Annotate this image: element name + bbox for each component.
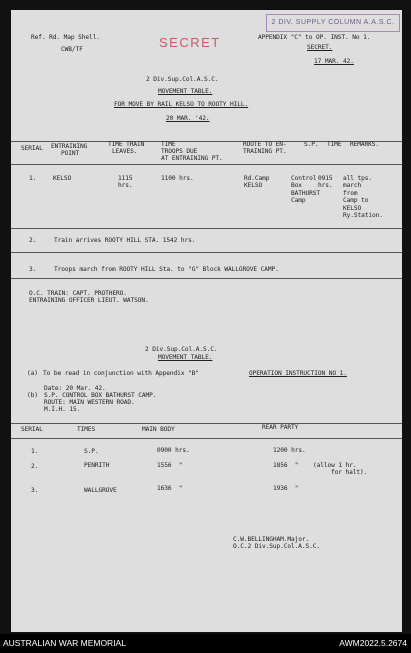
t1-header-point: POINT xyxy=(61,150,80,157)
item3-text: Troops march from ROOTY HILL Sta. to "G" Block WALLGROVE CAMP. xyxy=(54,266,279,273)
ref-line: Ref. Rd. Map Shell. xyxy=(31,34,100,41)
t2-row3-serial: 3. xyxy=(31,487,39,494)
section2-b-label: (b) xyxy=(27,392,38,399)
t2-row2-note2: for halt). xyxy=(331,469,368,476)
t2-row1-main: 0900 hrs. xyxy=(157,447,190,454)
section1-subtitle: FOR MOVE BY RAIL KELSO TO ROOTY HILL. xyxy=(114,101,249,108)
t1-header-sp: S.P. xyxy=(304,141,319,148)
table1-top-rule xyxy=(11,141,402,142)
appendix-ref: APPENDIX "C" to OP. INST. No 1. xyxy=(258,34,371,41)
t1-row-serial: 1. xyxy=(29,175,37,182)
t2-header-times: TIMES xyxy=(77,426,96,433)
t1-row-time2: hrs. xyxy=(318,182,333,189)
t2-row1-rear: 1200 hrs. xyxy=(273,447,306,454)
section2-route: ROUTE: MAIN WESTERN ROAD. xyxy=(44,399,135,406)
table2-header-rule xyxy=(11,438,402,439)
row2-rule xyxy=(11,252,402,253)
section1-title: MOVEMENT TABLE. xyxy=(158,88,213,95)
t2-row3-place: WALLGROVE xyxy=(84,487,117,494)
t2-row2-rear: 1856 " xyxy=(273,462,299,469)
signature-name: C.W.BELLINGHAM.Major. xyxy=(233,536,310,543)
archive-footer xyxy=(0,634,411,653)
t1-row-route1: Rd.Camp xyxy=(244,175,270,182)
item2-number: 2. xyxy=(29,237,37,244)
t1-row-time1: 0915 xyxy=(318,175,333,182)
t1-header-time: TIME xyxy=(161,141,176,148)
t2-row2-serial: 2. xyxy=(31,463,39,470)
row1-rule xyxy=(11,228,402,229)
initials: CWB/TF xyxy=(61,46,83,53)
t1-header-at-entraining: AT ENTRAINING PT. xyxy=(161,155,223,162)
document-page xyxy=(11,10,402,632)
footer-institution: AUSTRALIAN WAR MEMORIAL xyxy=(3,638,126,648)
t2-row2-place: PENRITH xyxy=(84,462,110,469)
item3-number: 3. xyxy=(29,266,37,273)
footer-accession: AWM2022.5.2674 xyxy=(339,638,407,648)
section2-a-label: (a) xyxy=(27,370,38,377)
t2-row2-note: (allow 1 hr. xyxy=(313,462,357,469)
section2-unit: 2 Div.Sup.Col.A.S.C. xyxy=(145,346,218,353)
section1-unit: 2 Div.Sup.Col.A.S.C. xyxy=(146,76,219,83)
t1-row-sp1: Control xyxy=(291,175,317,182)
t1-header-troops-due: TROOPS DUE xyxy=(161,148,198,155)
t1-header-time2: TIME xyxy=(327,141,342,148)
signature-title: O.C.2 Div.Sup.Col.A.S.C. xyxy=(233,543,321,550)
t2-header-serial: SERIAL xyxy=(21,426,43,433)
classification: SECRET. xyxy=(307,44,333,51)
t1-row-remarks5: KELSO xyxy=(343,205,362,212)
t1-header-remarks: REMARKS. xyxy=(350,141,380,148)
item2-text: Train arrives ROOTY HILL STA. 1542 hrs. xyxy=(54,237,196,244)
t1-header-route: ROUTE TO EN- xyxy=(243,141,287,148)
t2-row1-place: S.P. xyxy=(84,448,99,455)
t2-row2-main: 1556 " xyxy=(157,462,183,469)
section2-date: Date: 20 Mar. 42. xyxy=(44,385,106,392)
t1-row-remarks3: from xyxy=(343,190,358,197)
t1-row-sp2: Box xyxy=(291,182,302,189)
t2-row3-main: 1636 " xyxy=(157,485,183,492)
section2-b-text: S.P. CONTROL BOX BATHURST CAMP. xyxy=(44,392,157,399)
section2-a-text: To be read in conjunction with Appendix "B" xyxy=(43,370,199,377)
t1-row-train-hrs: hrs. xyxy=(118,182,133,189)
t1-header-serial: SERIAL xyxy=(21,145,43,152)
section2-a-ref: OPERATION INSTRUCTION NO 1. xyxy=(249,370,347,377)
document-date: 17 MAR. 42. xyxy=(314,58,354,65)
table1-header-rule xyxy=(11,164,402,165)
t2-header-main: MAIN BODY xyxy=(142,426,175,433)
t2-header-rear: REAR PARTY xyxy=(262,424,299,431)
section1-date: 20 MAR. '42. xyxy=(166,115,210,122)
t2-row3-rear: 1936 " xyxy=(273,485,299,492)
t2-row1-serial: 1. xyxy=(31,448,39,455)
t1-row-sp4: Camp xyxy=(291,197,306,204)
t1-header-entraining: ENTRAINING xyxy=(51,143,88,150)
t1-row-troops-due: 1100 hrs. xyxy=(161,175,194,182)
unit-stamp: 2 DIV. SUPPLY COLUMN A.A.S.C. xyxy=(266,14,400,32)
row3-rule xyxy=(11,278,402,279)
t1-row-remarks4: Camp to xyxy=(343,197,369,204)
t1-row-remarks6: Ry.Station. xyxy=(343,212,383,219)
section2-title: MOVEMENT TABLE. xyxy=(158,354,213,361)
t1-row-route2: KELSO xyxy=(244,182,263,189)
t1-header-time-train: TIME TRAIN xyxy=(108,141,145,148)
t1-row-remarks2: march xyxy=(343,182,362,189)
t1-header-training-pt: TRAINING PT. xyxy=(243,148,287,155)
t1-row-sp3: BATHURST xyxy=(291,190,321,197)
oc-train: O.C. TRAIN: CAPT. PROTHERO. xyxy=(29,290,127,297)
t1-header-leaves: LEAVES. xyxy=(112,148,138,155)
entraining-officer: ENTRAINING OFFICER LIEUT. WATSON. xyxy=(29,297,149,304)
section2-mih: M.I.H. 15. xyxy=(44,406,81,413)
t1-row-remarks1: all tps. xyxy=(343,175,373,182)
secret-stamp: SECRET xyxy=(159,35,221,50)
t1-row-train-time: 1115 xyxy=(118,175,133,182)
table2-top-rule xyxy=(11,423,402,424)
t1-row-point: KELSO xyxy=(53,175,72,182)
